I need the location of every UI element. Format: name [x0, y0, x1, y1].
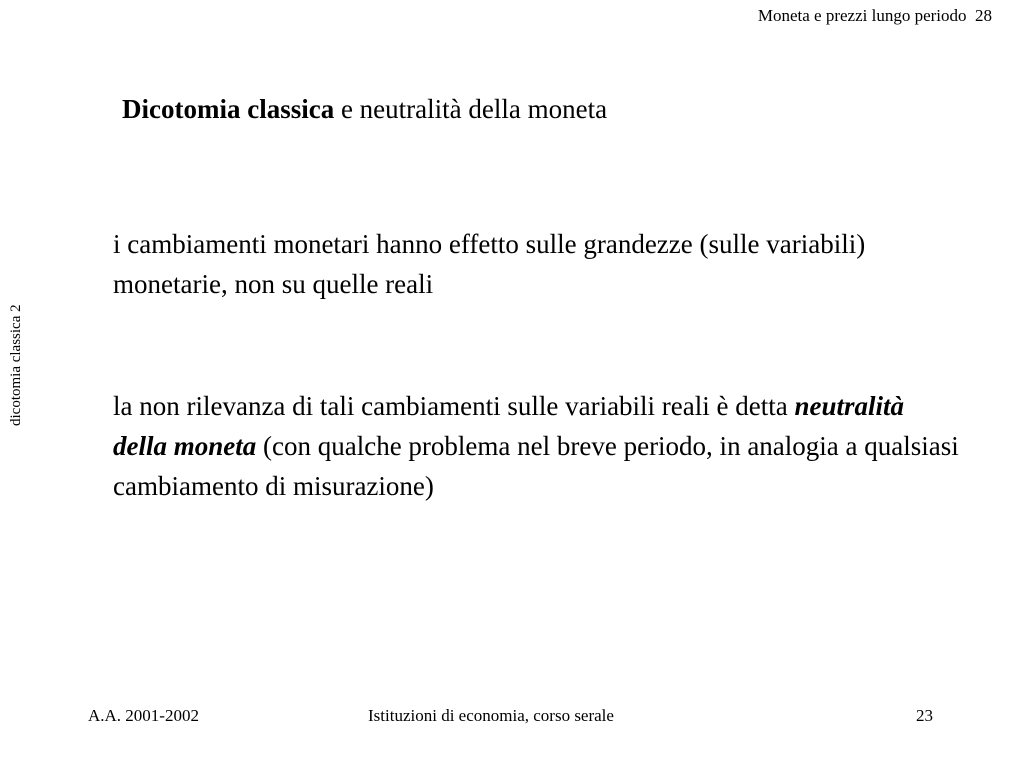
- paragraph-monetary-changes: i cambiamenti monetari hanno effetto sulle grandezze (sulle variabili) monetarie, non su quelle reali: [113, 229, 866, 299]
- slide-title-bold: Dicotomia classica: [122, 94, 335, 124]
- neutrality-emphasis: neutralità della moneta: [113, 391, 905, 461]
- footer-course-name: Istituzioni di economia, corso serale: [368, 706, 614, 725]
- paragraph-neutrality: [113, 386, 963, 506]
- footer-academic-year: A.A. 2001-2002: [88, 706, 199, 725]
- slide-title-rest: e neutralità della moneta: [334, 94, 608, 124]
- slide-header-reference: Moneta e prezzi lungo periodo 28: [757, 6, 992, 25]
- paragraph-neutrality-before: la non rilevanza di tali cambiamenti sulle variabili reali è detta: [113, 391, 795, 421]
- footer-page-number: 23: [916, 706, 933, 725]
- paragraph-neutrality-after: (con qualche problema nel breve periodo, in analogia a qualsiasi cambiamento di misurazione): [113, 431, 959, 501]
- side-label: dicotomia classica 2: [8, 304, 24, 426]
- slide-title: [122, 94, 607, 125]
